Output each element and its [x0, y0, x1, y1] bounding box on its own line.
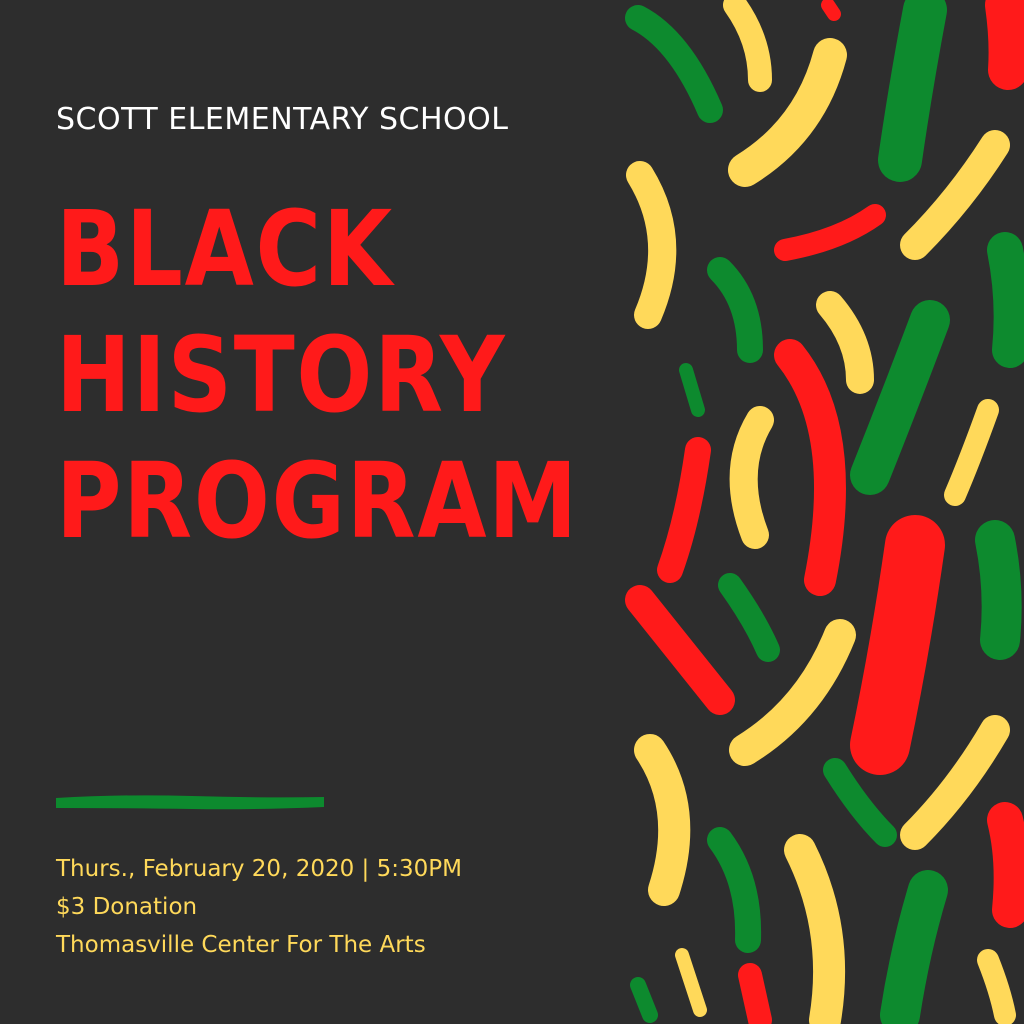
brush-stroke-green [720, 840, 748, 940]
brush-stroke-red [640, 600, 720, 700]
brush-stroke-green [870, 320, 930, 475]
title-line-1: BLACK [56, 188, 394, 310]
event-date-time: Thurs., February 20, 2020 | 5:30PM [56, 856, 462, 882]
brush-stroke-green [835, 770, 885, 835]
brush-stroke-yellow [830, 305, 860, 380]
brush-stroke-green [638, 985, 650, 1015]
brush-stroke-green [900, 10, 925, 160]
brush-stroke-green [720, 270, 750, 350]
brush-stroke-red [670, 450, 698, 570]
brush-stroke-yellow [800, 850, 829, 1020]
brush-stroke-green [1005, 250, 1012, 350]
brush-stroke-red [790, 355, 830, 580]
title-line-3: PROGRAM [56, 440, 580, 562]
brush-stroke-yellow [988, 960, 1005, 1015]
brush-stroke-green [730, 585, 768, 650]
brush-stroke-yellow [744, 420, 760, 535]
brush-stroke-green [686, 370, 698, 410]
decorative-brush-strokes [610, 0, 1024, 1024]
brush-stroke-red [750, 975, 760, 1020]
brush-stroke-yellow [650, 750, 674, 890]
brush-stroke-yellow [640, 175, 662, 315]
event-details [56, 850, 462, 964]
event-venue: Thomasville Center For The Arts [56, 932, 426, 958]
brush-stroke-yellow [682, 955, 700, 1010]
brush-stroke-yellow [915, 145, 995, 245]
event-donation: $3 Donation [56, 894, 198, 920]
brush-stroke-green [900, 890, 928, 1015]
program-title [56, 186, 664, 564]
brush-stroke-yellow [915, 730, 995, 835]
brush-stroke-green [995, 540, 1002, 640]
brush-stroke-yellow [735, 5, 760, 80]
brush-stroke-red [785, 215, 875, 250]
brush-stroke-red [828, 5, 834, 14]
brush-stroke-red [1005, 820, 1012, 910]
brush-stroke-red [880, 545, 915, 745]
brush-stroke-yellow [955, 410, 988, 495]
brush-stroke-green [638, 18, 710, 110]
school-name: SCOTT ELEMENTARY SCHOOL [56, 102, 509, 137]
brush-stroke-red [1005, 5, 1009, 70]
title-line-2: HISTORY [56, 314, 507, 436]
green-divider-stroke [52, 790, 332, 814]
